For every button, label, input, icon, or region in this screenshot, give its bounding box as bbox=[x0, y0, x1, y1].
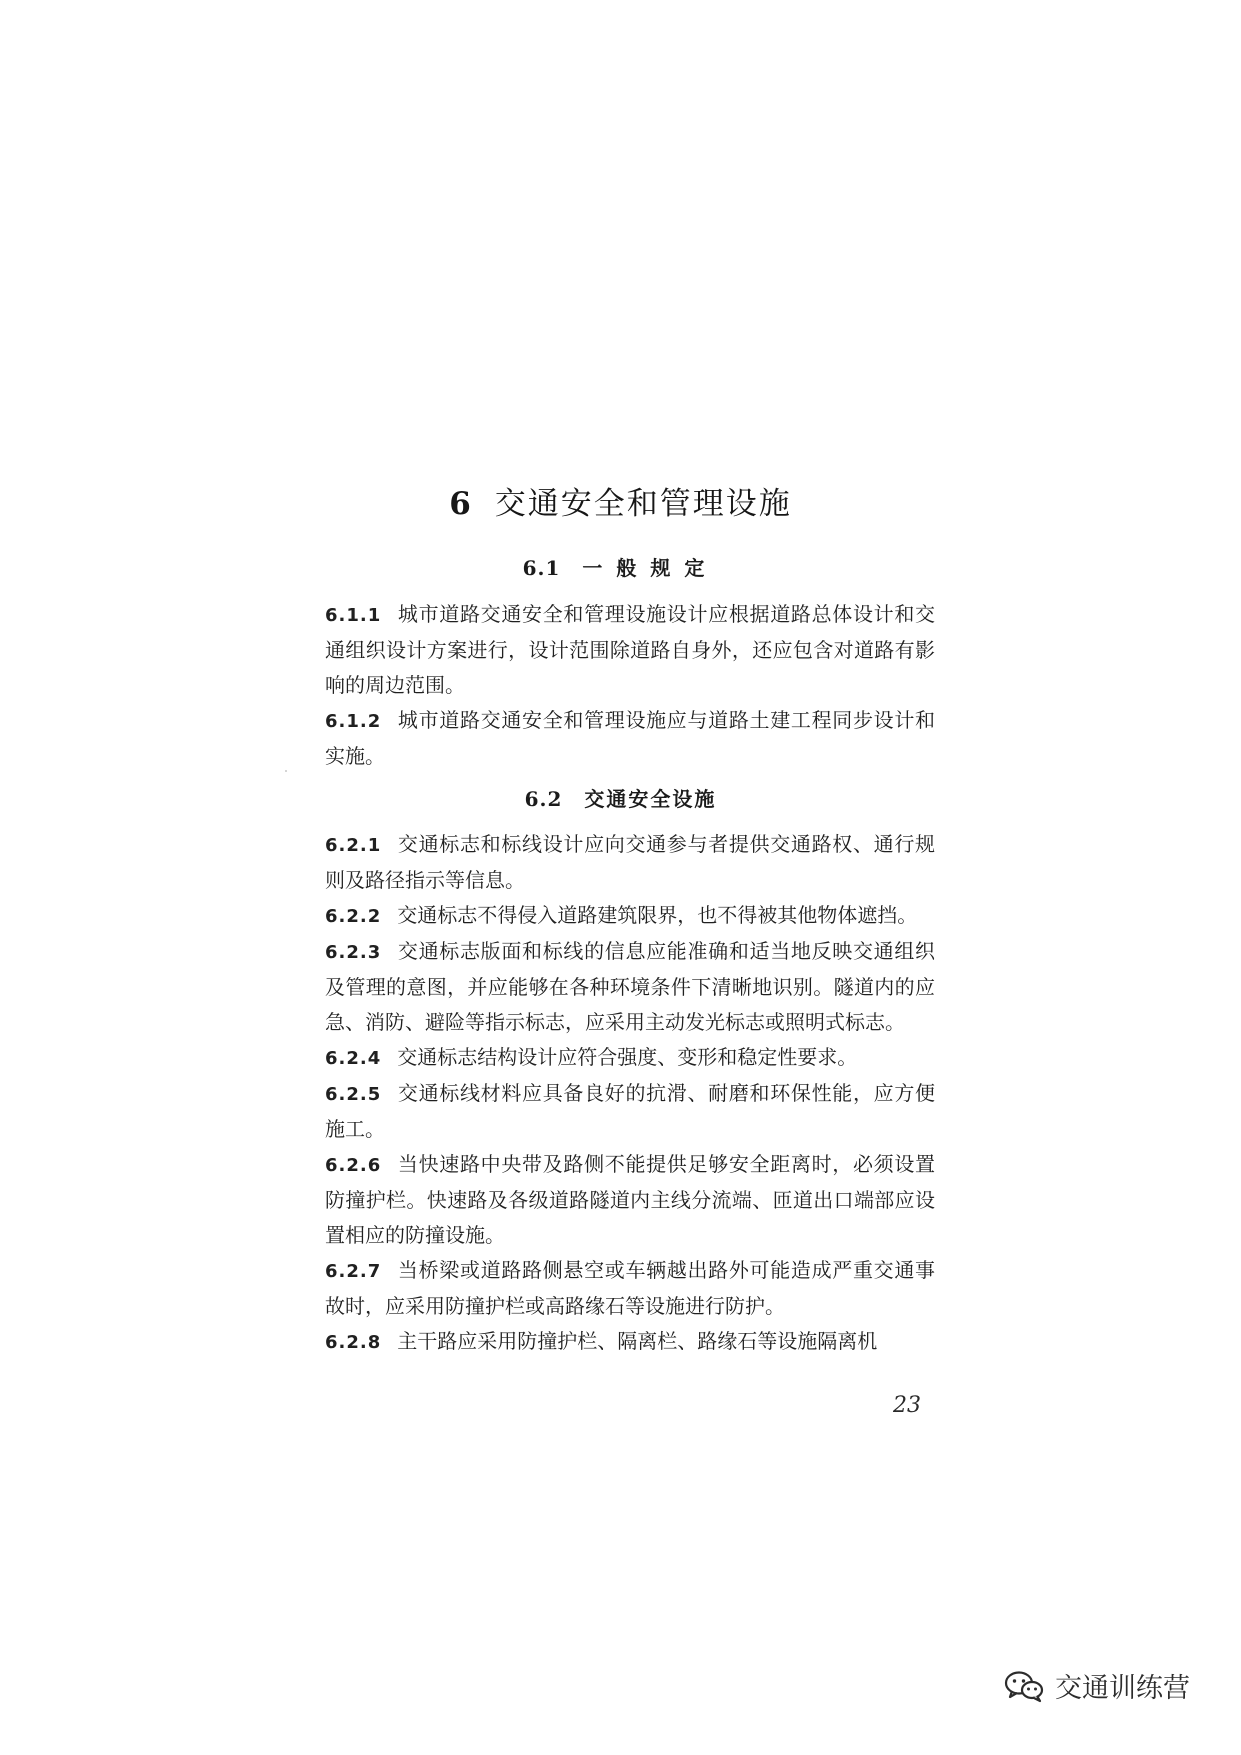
clause-number: 6.2.7 bbox=[325, 1261, 382, 1282]
clause-number: 6.1.1 bbox=[325, 605, 382, 626]
section-title-6-1 bbox=[0, 552, 1241, 581]
clause-text: 主干路应采用防撞护栏、隔离栏、路缘石等设施隔离机 bbox=[397, 1329, 878, 1353]
clause-text: 城市道路交通安全和管理设施设计应根据道路总体设计和交通组织设计方案进行，设计范围除道路自身外，还应包含对道路有影响的周边范围。 bbox=[325, 602, 935, 697]
chapter-title bbox=[0, 478, 1241, 523]
clause-6-2-7 bbox=[325, 1253, 935, 1324]
page-number: 23 bbox=[893, 1393, 921, 1418]
clause-text: 交通标线材料应具备良好的抗滑、耐磨和环保性能，应方便施工。 bbox=[325, 1081, 935, 1141]
clause-6-2-8 bbox=[325, 1324, 935, 1360]
clause-6-1-1 bbox=[325, 597, 935, 703]
clause-6-2-4 bbox=[325, 1040, 935, 1076]
section-number: 6.2 bbox=[524, 787, 563, 811]
section-title-6-2 bbox=[0, 783, 1241, 812]
section-title-text: 交通安全设施 bbox=[584, 787, 717, 811]
clause-number: 6.2.3 bbox=[325, 942, 382, 963]
section-6-2-body bbox=[325, 827, 935, 1360]
clause-number: 6.2.2 bbox=[325, 906, 382, 927]
clause-text: 交通标志结构设计应符合强度、变形和稳定性要求。 bbox=[397, 1045, 858, 1069]
chapter-title-text: 交通安全和管理设施 bbox=[494, 486, 792, 522]
clause-number: 6.2.4 bbox=[325, 1048, 382, 1069]
clause-6-1-2 bbox=[325, 703, 935, 774]
clause-number: 6.1.2 bbox=[325, 711, 382, 732]
clause-text: 城市道路交通安全和管理设施应与道路土建工程同步设计和实施。 bbox=[325, 708, 935, 768]
clause-number: 6.2.8 bbox=[325, 1332, 382, 1353]
scan-speck bbox=[285, 770, 287, 772]
clause-6-2-5 bbox=[325, 1076, 935, 1147]
section-title-text: 一般规定 bbox=[582, 556, 719, 580]
clause-text: 交通标志不得侵入道路建筑限界，也不得被其他物体遮挡。 bbox=[397, 903, 918, 927]
clause-6-2-6 bbox=[325, 1147, 935, 1253]
watermark-text: 交通训练营 bbox=[1055, 1673, 1190, 1704]
clause-text: 交通标志版面和标线的信息应能准确和适当地反映交通组织及管理的意图，并应能够在各种环境条件下清晰地识别。隧道内的应急、消防、避险等指示标志，应采用主动发光标志或照明式标志。 bbox=[325, 939, 935, 1034]
clause-text: 当桥梁或道路路侧悬空或车辆越出路外可能造成严重交通事故时，应采用防撞护栏或高路缘石等设施进行防护。 bbox=[325, 1258, 935, 1318]
clause-text: 当快速路中央带及路侧不能提供足够安全距离时，必须设置防撞护栏。快速路及各级道路隧道内主线分流端、匝道出口端部应设置相应的防撞设施。 bbox=[325, 1152, 935, 1247]
chapter-number: 6 bbox=[449, 486, 473, 522]
clause-number: 6.2.5 bbox=[325, 1084, 382, 1105]
clause-number: 6.2.1 bbox=[325, 835, 382, 856]
wechat-icon bbox=[1003, 1669, 1045, 1703]
clause-text: 交通标志和标线设计应向交通参与者提供交通路权、通行规则及路径指示等信息。 bbox=[325, 832, 935, 892]
clause-6-2-3 bbox=[325, 934, 935, 1040]
section-6-1-body bbox=[325, 597, 935, 774]
clause-6-2-1 bbox=[325, 827, 935, 898]
section-number: 6.1 bbox=[522, 556, 561, 580]
clause-number: 6.2.6 bbox=[325, 1155, 382, 1176]
clause-6-2-2 bbox=[325, 898, 935, 934]
watermark bbox=[1003, 1666, 1190, 1705]
